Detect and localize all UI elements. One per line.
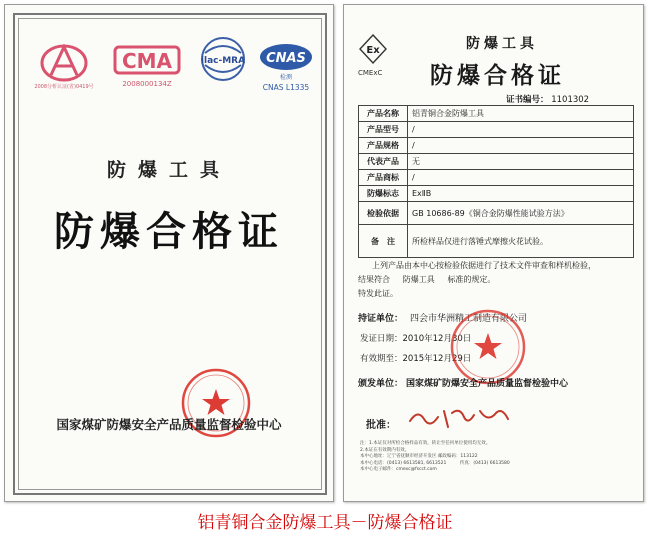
footnote-line: 本中心地址：辽宁省抚顺市经济开发区 邮政编码：113122	[360, 454, 478, 459]
cover-title: 防爆合格证	[54, 209, 284, 255]
row-label: 备 注	[359, 225, 408, 258]
row-label: 产品规格	[359, 138, 408, 154]
table-row	[359, 106, 634, 122]
approval-label: 批准：	[366, 420, 396, 431]
cma-mark-icon	[109, 41, 187, 89]
cma-mark-text: CMA	[121, 49, 173, 73]
row-label: 代表产品	[359, 154, 408, 170]
cover-subtitle: 防爆工具	[106, 159, 231, 181]
row-value: 无	[408, 154, 634, 170]
row-label: 防爆标志	[359, 186, 408, 202]
certificate-number	[506, 93, 589, 105]
official-seal-icon	[448, 307, 528, 387]
footnotes	[360, 441, 630, 474]
conformity-statement	[358, 259, 634, 301]
cnas-sub-text: 检测	[279, 74, 293, 81]
detail-title: 防爆合格证	[430, 63, 565, 89]
row-value: ExⅡB	[408, 186, 634, 202]
statement-line-1: 上列产品由本中心按检验依据进行了技术文件审查和样机检验，	[372, 261, 596, 270]
row-value: /	[408, 138, 634, 154]
table-row	[359, 202, 634, 225]
row-value: /	[408, 122, 634, 138]
cnas-mark-icon	[257, 39, 319, 95]
table-row	[359, 138, 634, 154]
row-label: 产品名称	[359, 106, 408, 122]
footnote-line: 本中心电子邮件：cmexc@fscct.com	[360, 467, 437, 472]
product-spec-table	[358, 105, 634, 258]
table-row	[359, 122, 634, 138]
statement-line-2	[358, 273, 634, 287]
statement-2b: 防爆工具	[402, 275, 435, 284]
cal-mark-icon	[31, 39, 97, 89]
cal-caption: 2008分析认证(省)0419号	[34, 84, 94, 89]
valid-date-value: 2015年12月29日	[402, 354, 472, 364]
footnote-line: 注：1.本证仅对所检合格样品有效，转让至任何单位使用均无效。	[360, 441, 491, 446]
row-label: 检验依据	[359, 202, 408, 225]
row-value: 所检样品仅进行落锤式摩擦火花试验。	[408, 225, 634, 258]
footnote-line: 本中心电话：(0413) 6613581, 6613521 传真：(0413) 6613580	[360, 460, 510, 466]
ex-mark-caption: CMExC	[358, 69, 383, 77]
issuer-label: 颁发单位：	[358, 379, 404, 389]
ex-mark-text: Ex	[366, 45, 380, 56]
holder-value: 四会市华洲精工制造有限公司	[410, 314, 528, 324]
row-label: 产品商标	[359, 170, 408, 186]
certificate-detail-page	[343, 4, 644, 502]
holder-label: 持证单位：	[358, 314, 404, 324]
ilac-mra-mark-icon	[191, 35, 255, 85]
certificate-number-value: 1101302	[551, 95, 590, 105]
table-row	[359, 154, 634, 170]
table-row	[359, 170, 634, 186]
issue-date-label: 发证日期：	[360, 334, 403, 344]
table-row	[359, 186, 634, 202]
signature-icon	[404, 403, 514, 433]
row-value: 铝青铜合金防爆工具	[408, 106, 634, 122]
issuer-value: 国家煤矿防爆安全产品质量监督检验中心	[406, 379, 569, 389]
image-caption: 铝青铜合金防爆工具－防爆合格证	[197, 513, 453, 533]
footnote-line: 2.本证在有效期内有效。	[360, 447, 410, 453]
ex-mark-icon	[358, 33, 388, 67]
statement-2c: 标准的规定。	[447, 275, 496, 284]
certificate-number-label: 证书编号：	[506, 95, 549, 105]
table-row	[359, 225, 634, 258]
cma-caption: 2008000134Z	[122, 80, 172, 88]
detail-subtitle: 防爆工具	[466, 36, 538, 52]
ilac-mra-text: ilac-MRA	[200, 56, 246, 66]
cnas-caption: CNAS L1335	[262, 83, 310, 92]
cover-issuer: 国家煤矿防爆安全产品质量监督检验中心	[56, 417, 282, 432]
certificate-cover-page	[4, 4, 334, 502]
row-value: GB 10686-89《铜合金防爆性能试验方法》	[408, 202, 634, 225]
statement-2a: 结果符合	[358, 275, 390, 284]
issue-date-value: 2010年12月30日	[402, 334, 472, 344]
valid-date-label: 有效期至：	[360, 354, 403, 364]
row-label: 产品型号	[359, 122, 408, 138]
cnas-mark-text: CNAS	[266, 51, 306, 66]
row-value: /	[408, 170, 634, 186]
statement-line-3: 特发此证。	[358, 289, 398, 298]
